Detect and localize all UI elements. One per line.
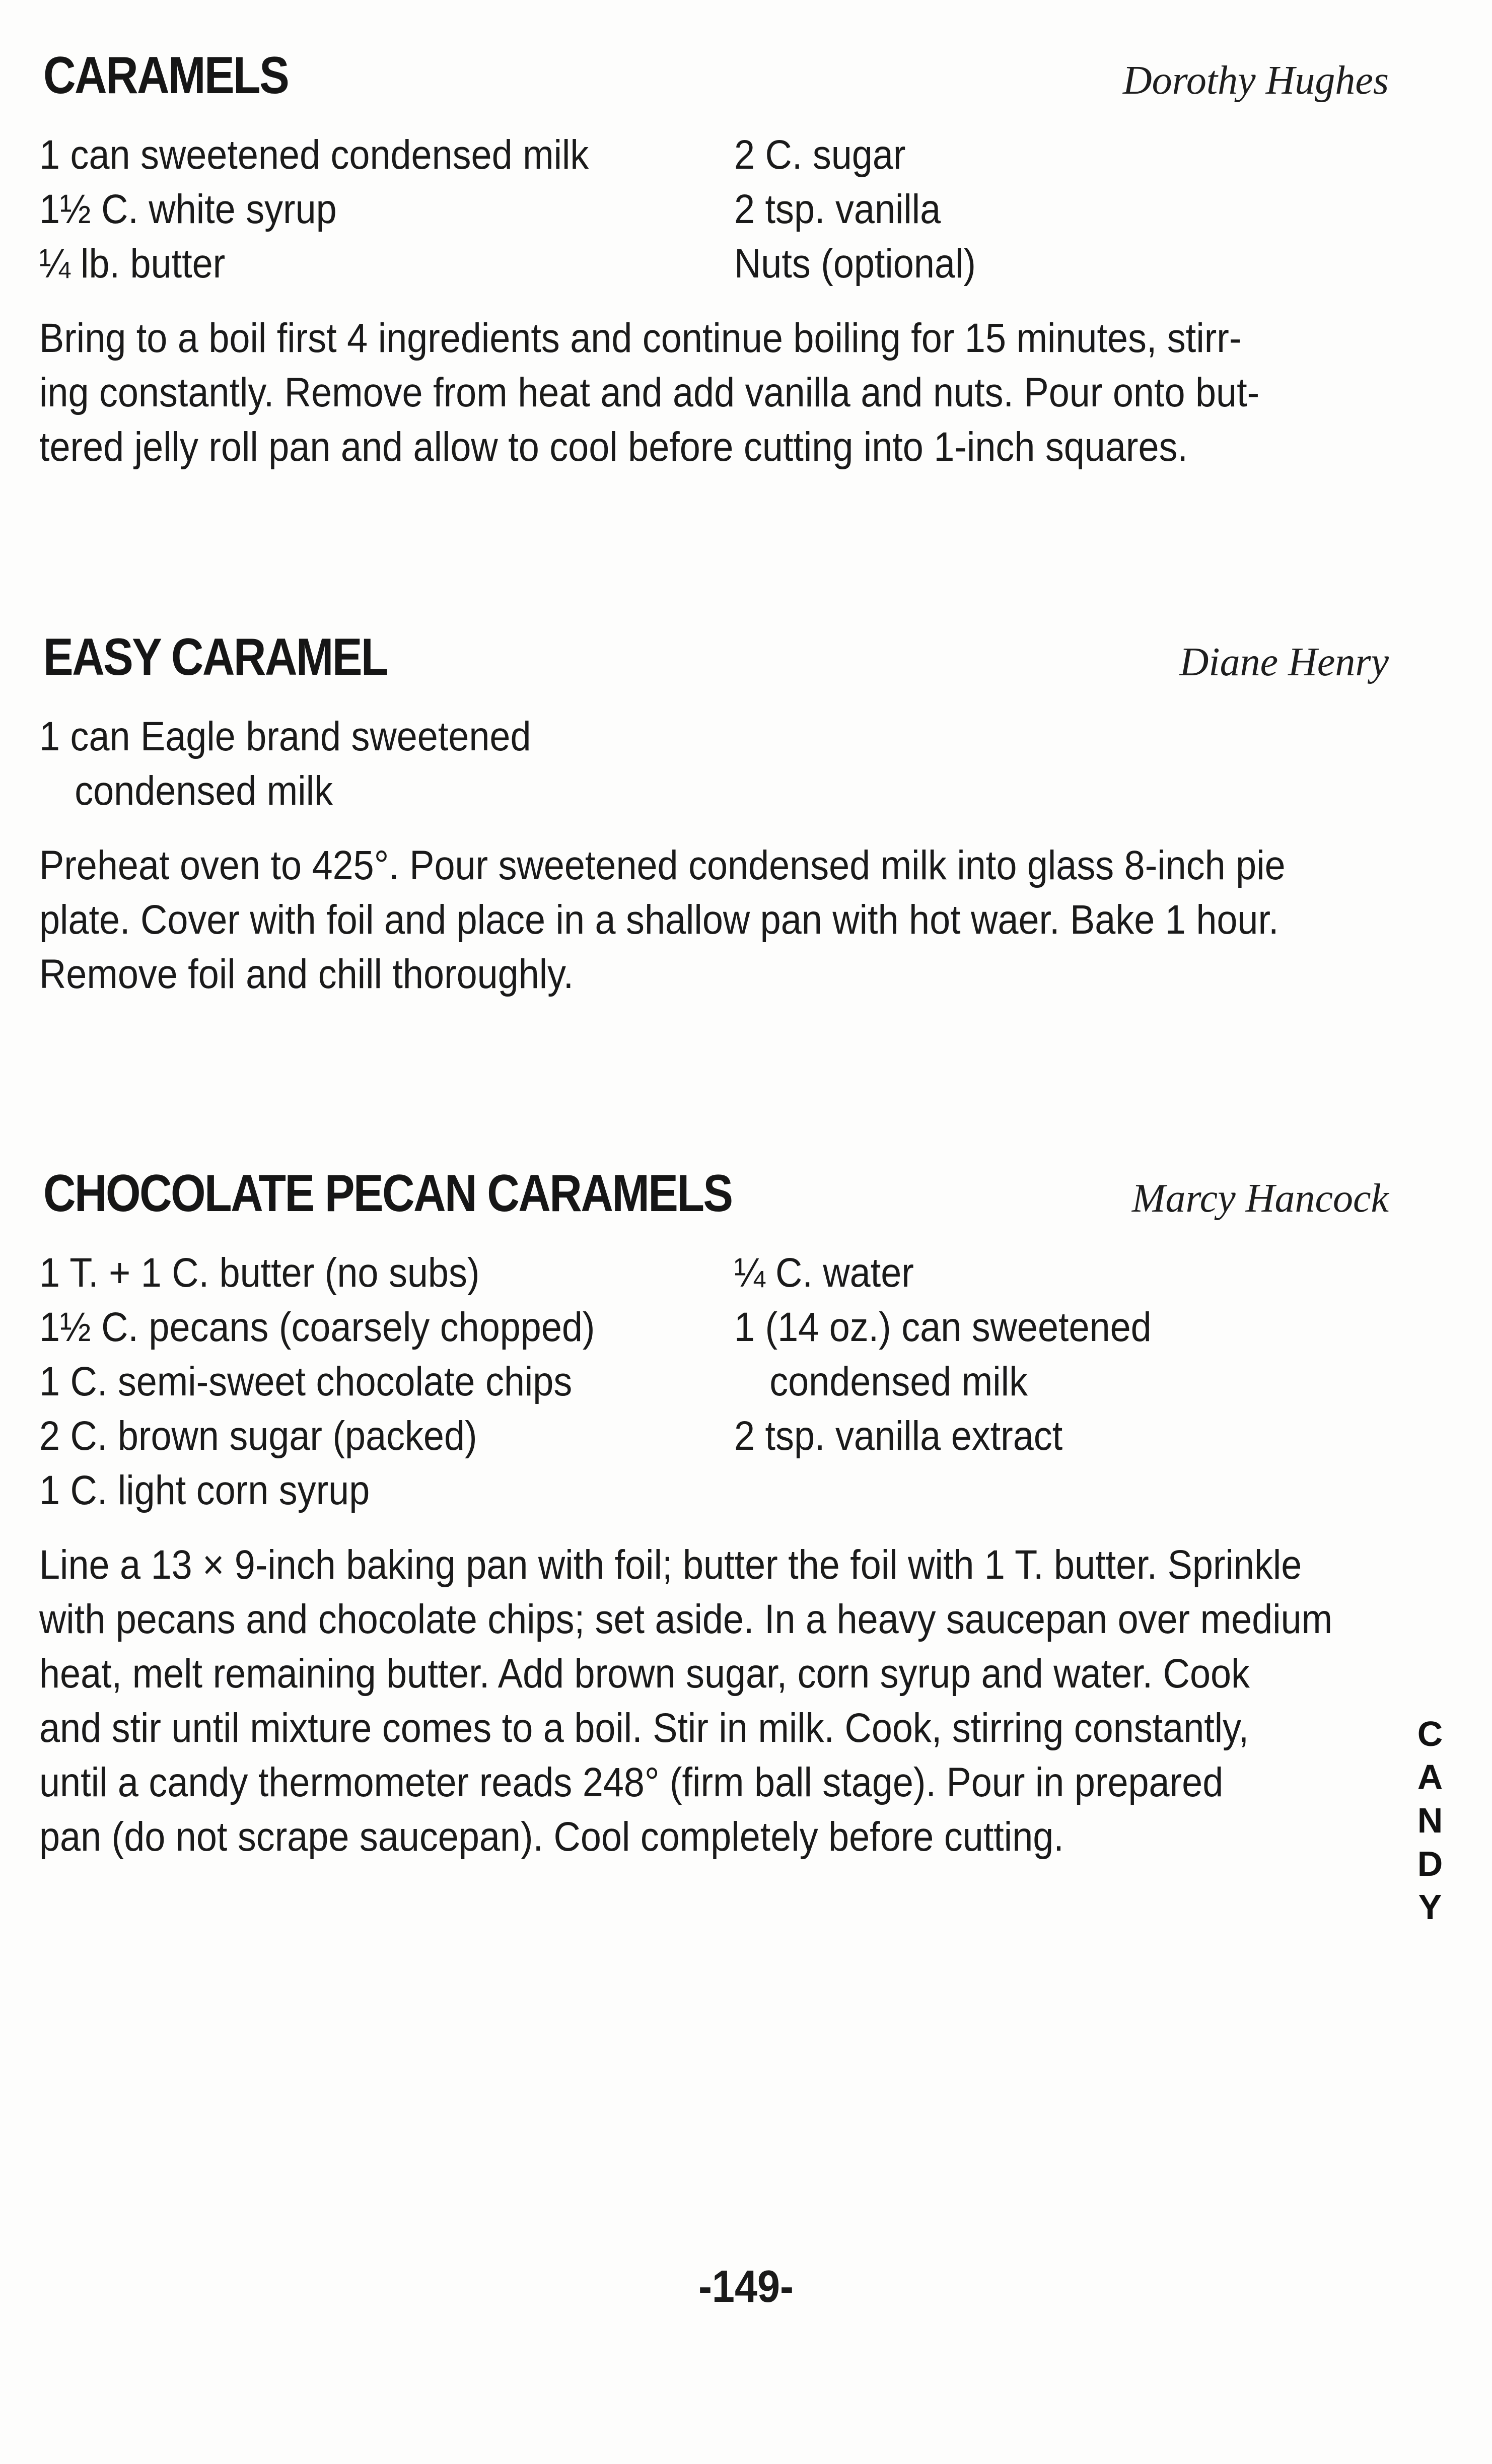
direction-line: Preheat oven to 425°. Pour sweetened condensed milk into glass 8-inch pie	[39, 842, 1286, 888]
ingredient: 1 C. light corn syrup	[39, 1467, 370, 1513]
section-tab-letter: A	[1417, 1757, 1443, 1797]
recipe-directions	[39, 1538, 1390, 1864]
ingredient: 2 C. sugar	[734, 132, 906, 178]
recipe-title: EASY CARAMEL	[43, 628, 387, 686]
ingredient: 2 tsp. vanilla	[734, 186, 941, 232]
ingredient: condensed milk	[769, 1359, 1028, 1404]
recipe-directions	[39, 838, 1390, 1002]
recipe-easy-caramel	[39, 617, 1389, 1002]
recipe-author: Diane Henry	[1179, 640, 1389, 684]
ingredient: condensed milk	[75, 768, 333, 814]
direction-line: pan (do not scrape saucepan). Cool completely before cutting.	[39, 1814, 1064, 1860]
direction-line: until a candy thermometer reads 248° (firm ball stage). Pour in prepared	[39, 1759, 1224, 1805]
ingredient: ¼ C. water	[734, 1250, 914, 1296]
section-tab-letter: D	[1417, 1844, 1443, 1883]
ingredients-left-column	[39, 710, 665, 818]
direction-line: Bring to a boil first 4 ingredients and continue boiling for 15 minutes, stirr-	[39, 315, 1242, 361]
section-tab-letter: Y	[1418, 1887, 1442, 1927]
recipe-title: CARAMELS	[43, 46, 289, 105]
ingredient: 1 (14 oz.) can sweetened	[734, 1304, 1152, 1350]
ingredients-right-column	[734, 1246, 1323, 1518]
direction-line: and stir until mixture comes to a boil. Stir in milk. Cook, stirring constantly,	[39, 1705, 1249, 1751]
ingredients-right-column	[734, 128, 1323, 291]
ingredients-left-column	[39, 1246, 665, 1518]
recipe-title: CHOCOLATE PECAN CARAMELS	[43, 1164, 732, 1223]
recipe-author: Marcy Hancock	[1131, 1176, 1389, 1221]
direction-line: ing constantly. Remove from heat and add vanilla and nuts. Pour onto but-	[39, 370, 1260, 415]
section-tab-letter: N	[1417, 1801, 1443, 1840]
ingredient: 1½ C. pecans (coarsely chopped)	[39, 1304, 595, 1350]
recipe-directions	[39, 311, 1390, 474]
direction-line: heat, melt remaining butter. Add brown sugar, corn syrup and water. Cook	[39, 1651, 1250, 1697]
ingredient: 1 C. semi-sweet chocolate chips	[39, 1359, 573, 1404]
recipe-chocolate-pecan-caramels	[39, 1153, 1389, 1864]
ingredient: ¼ lb. butter	[39, 241, 226, 287]
direction-line: with pecans and chocolate chips; set aside. In a heavy saucepan over medium	[39, 1596, 1333, 1642]
recipe-author: Dorothy Hughes	[1122, 58, 1389, 103]
ingredient-list	[39, 128, 1389, 291]
ingredient: Nuts (optional)	[734, 241, 976, 287]
section-tab-letter: C	[1417, 1714, 1443, 1753]
section-tab-candy	[1410, 1712, 1450, 1929]
ingredient: 1 can Eagle brand sweetened	[39, 714, 531, 759]
ingredient: 2 tsp. vanilla extract	[734, 1413, 1063, 1459]
ingredient: 2 C. brown sugar (packed)	[39, 1413, 477, 1459]
direction-line: Line a 13 × 9-inch baking pan with foil; butter the foil with 1 T. butter. Sprinkle	[39, 1542, 1302, 1588]
page-number: -149-	[698, 2262, 794, 2312]
recipe-header	[39, 617, 1389, 687]
ingredient-list	[39, 710, 1389, 818]
ingredients-left-column	[39, 128, 665, 291]
direction-line: Remove foil and chill thoroughly.	[39, 951, 574, 997]
ingredient: 1½ C. white syrup	[39, 186, 337, 232]
recipe-header	[39, 1153, 1389, 1224]
ingredient: 1 T. + 1 C. butter (no subs)	[39, 1250, 480, 1296]
recipe-caramels	[39, 35, 1389, 474]
ingredient-list	[39, 1246, 1389, 1518]
direction-line: plate. Cover with foil and place in a shallow pan with hot waer. Bake 1 hour.	[39, 897, 1279, 943]
direction-line: tered jelly roll pan and allow to cool before cutting into 1-inch squares.	[39, 424, 1188, 470]
recipe-header	[39, 35, 1389, 106]
ingredient: 1 can sweetened condensed milk	[39, 132, 589, 178]
